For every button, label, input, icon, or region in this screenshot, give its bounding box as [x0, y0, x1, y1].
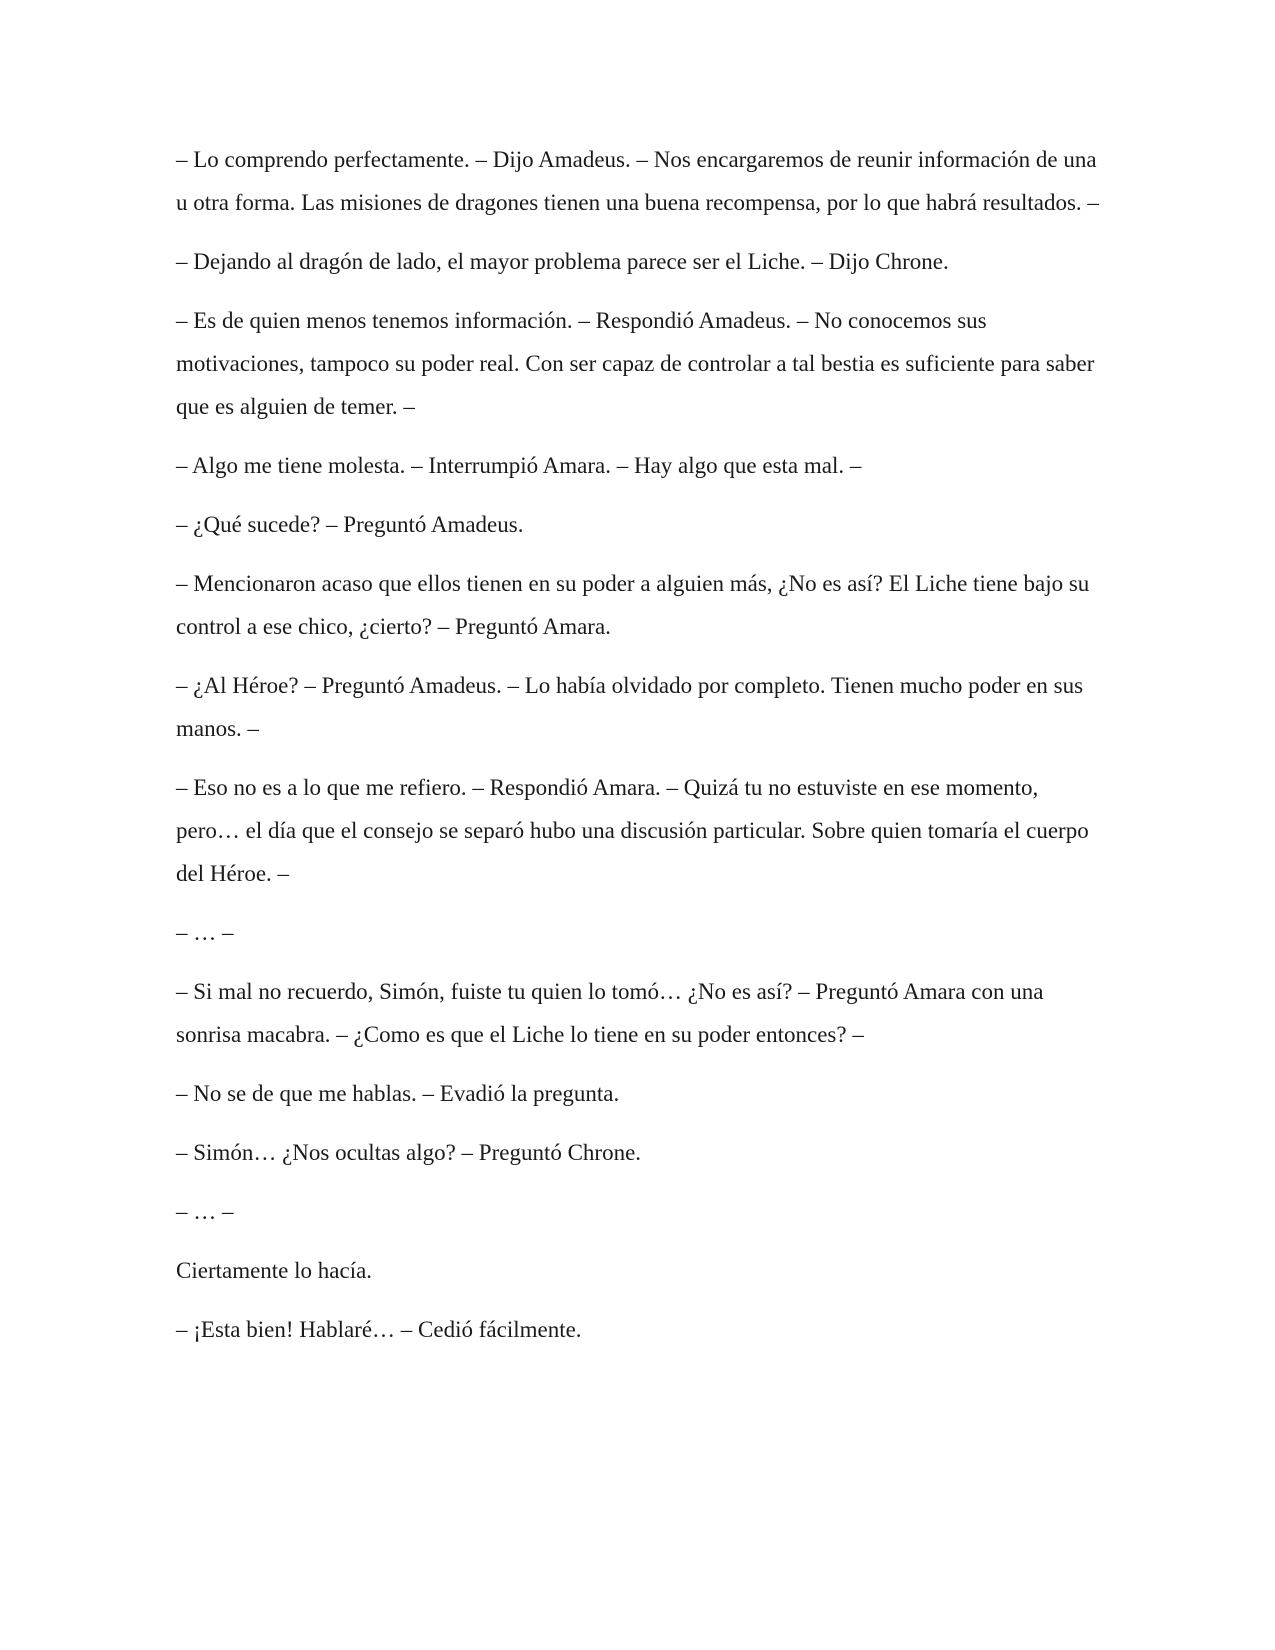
paragraph: – Dejando al dragón de lado, el mayor problema parece ser el Liche. – Dijo Chrone. [176, 249, 949, 274]
paragraph: – Simón… ¿Nos ocultas algo? – Preguntó Chrone. [176, 1140, 642, 1165]
paragraph: – ¿Qué sucede? – Preguntó Amadeus. [176, 512, 524, 537]
paragraph: – Es de quien menos tenemos información. – Respondió Amadeus. – No conocemos sus motivaciones, tampoco su poder real. Con ser capaz de controlar a tal bestia es suficiente para saber que es alguien de temer. – [176, 308, 1095, 419]
paragraph: – Mencionaron acaso que ellos tienen en su poder a alguien más, ¿No es así? El Liche tiene bajo su control a ese chico, ¿cierto? – Preguntó Amara. [176, 571, 1090, 639]
paragraph: – … – [176, 920, 234, 945]
paragraph: – ¡Esta bien! Hablaré… – Cedió fácilmente. [176, 1317, 582, 1342]
paragraph: – Lo comprendo perfectamente. – Dijo Amadeus. – Nos encargaremos de reunir información de una u otra forma. Las misiones de dragones tienen una buena recompensa, por lo que habrá resultados. – [176, 147, 1099, 215]
paragraph: – Si mal no recuerdo, Simón, fuiste tu quien lo tomó… ¿No es así? – Preguntó Amara con una sonrisa macabra. – ¿Como es que el Liche lo tiene en su poder entonces? – [176, 979, 1044, 1047]
paragraph: – No se de que me hablas. – Evadió la pregunta. [176, 1081, 620, 1106]
document-body [176, 138, 1106, 1367]
paragraph: Ciertamente lo hacía. [176, 1258, 373, 1283]
paragraph: – Algo me tiene molesta. – Interrumpió Amara. – Hay algo que esta mal. – [176, 453, 862, 478]
paragraph: – … – [176, 1199, 234, 1224]
paragraph: – Eso no es a lo que me refiero. – Respondió Amara. – Quizá tu no estuviste en ese momento, pero… el día que el consejo se separó hubo una discusión particular. Sobre quien tomaría el cuerpo del Héroe. – [176, 775, 1089, 886]
paragraph: – ¿Al Héroe? – Preguntó Amadeus. – Lo había olvidado por completo. Tienen mucho poder en sus manos. – [176, 673, 1084, 741]
